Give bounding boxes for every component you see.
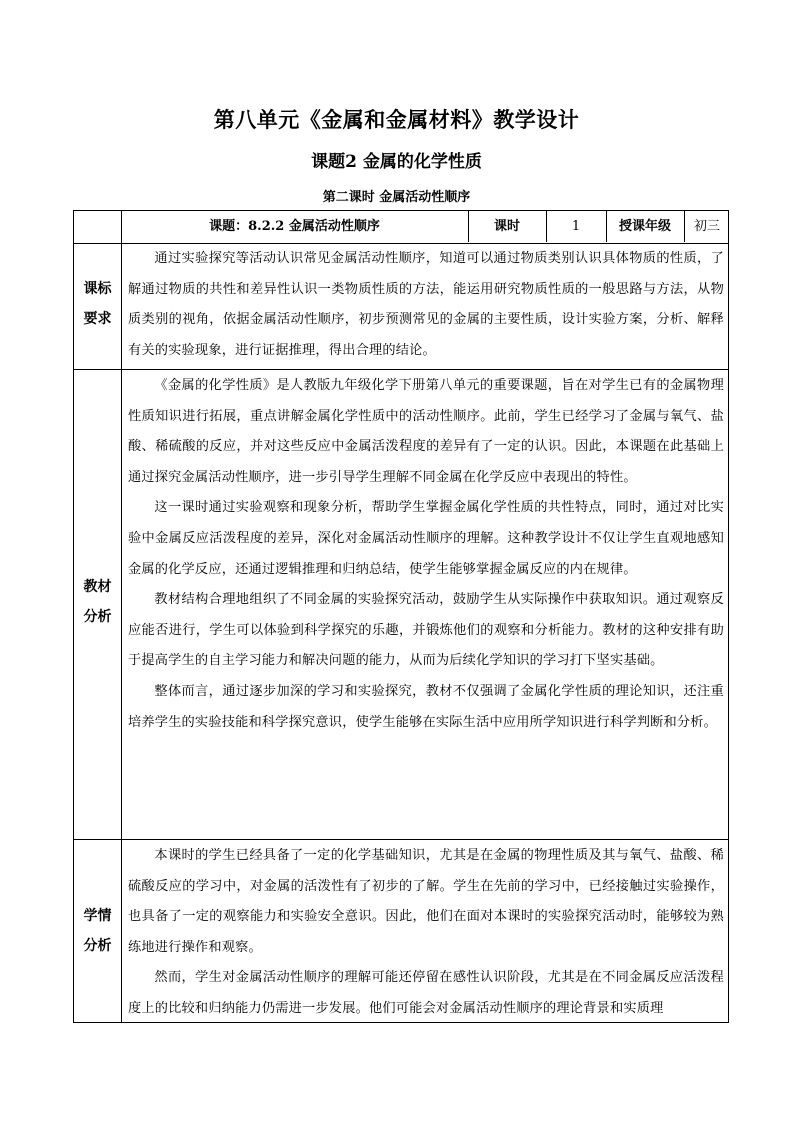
document-title: 第八单元《金属和金属材料》教学设计: [213, 107, 580, 132]
paragraph: 教材结构合理地组织了不同金属的实验探究活动，鼓励学生从实际操作中获取知识。通过观察反应能否进行，学生可以体验到科学探究的乐趣，并锻炼他们的观察和分析能力。教材的这种安排有助于提高学生的自主学习能力和解决问题的能力，从而为后续化学知识的学习打下坚实基础。: [128, 592, 724, 669]
row-divider: [74, 839, 728, 840]
paragraph: 《金属的化学性质》是人教版九年级化学下册第八单元的重要课题，旨在对学生已有的金属物理性质知识进行拓展，重点讲解金属化学性质中的活动性顺序。此前，学生已经学习了金属与氧气、盐酸、稀硫酸的反应，并对这些反应中金属活泼程度的差异有了一定的认识。因此，本课题在此基础上通过探究金属活动性顺序，进一步引导学生理解不同金属在化学反应中表现出的特性。: [128, 378, 724, 485]
section-content-student-analysis: [121, 841, 730, 1025]
section-label-textbook-analysis: 教材 分析: [83, 579, 112, 625]
header-topic: 课题：8.2.2 金属活动性顺序: [209, 219, 380, 234]
column-divider: [546, 211, 547, 242]
section-label-student-analysis: 学情 分析: [83, 908, 112, 954]
section-label-standards: 课标 要求: [83, 281, 112, 327]
header-grade-label: 授课年级: [618, 219, 671, 234]
paragraph: 本课时的学生已经具备了一定的化学基础知识，尤其是在金属的物理性质及其与氧气、盐酸、稀硫酸反应的学习中，对金属的活泼性有了初步的了解。学生在先前的学习中，已经接触过实验操作，也具备了一定的观察能力和实验安全意识。因此，他们在面对本课时的实验探究活动时，能够较为熟练地进行操作和观察。: [128, 848, 724, 955]
paragraph: 整体而言，通过逐步加深的学习和实验探究，教材不仅强调了金属化学性质的理论知识，还注重培养学生的实验技能和科学探究意识，使学生能够在实际生活中应用所学知识进行科学判断和分析。: [128, 683, 724, 730]
header-period-value: 1: [571, 219, 581, 234]
row-divider: [74, 369, 728, 370]
section-content-standards: [121, 244, 730, 366]
column-divider: [684, 211, 685, 242]
lesson-title: 第二课时 金属活动性顺序: [322, 190, 471, 205]
paragraph: 通过实验探究等活动认识常见金属活动性顺序，知道可以通过物质类别认识具体物质的性质，了解通过物质的共性和差异性认识一类物质性质的方法，能运用研究物质性质的一般思路与方法，从物质类别的视角，依据金属活动性顺序，初步预测常见的金属的主要性质，设计实验方案，分析、解释有关的实验现象，进行证据推理，得出合理的结论。: [128, 251, 724, 358]
column-divider: [468, 211, 469, 242]
paragraph: 这一课时通过实验观察和现象分析，帮助学生掌握金属化学性质的共性特点，同时，通过对比实验中金属反应活泼程度的差异，深化对金属活动性顺序的理解。这种教学设计不仅让学生直观地感知金属的化学反应，还通过逻辑推理和归纳总结，使学生能够掌握金属反应的内在规律。: [128, 500, 724, 577]
column-divider: [606, 211, 607, 242]
header-grade-value: 初三: [693, 219, 720, 234]
lesson-plan-table: [73, 210, 729, 1023]
document-subtitle: 课题2 金属的化学性质: [311, 152, 482, 172]
header-period-label: 课时: [493, 219, 520, 234]
section-content-textbook-analysis: [121, 371, 730, 738]
paragraph: 然而，学生对金属活动性顺序的理解可能还停留在感性认识阶段，尤其是在不同金属反应活泼程度上的比较和归纳能力仍需进一步发展。他们可能会对金属活动性顺序的理论背景和实质理: [128, 970, 724, 1016]
